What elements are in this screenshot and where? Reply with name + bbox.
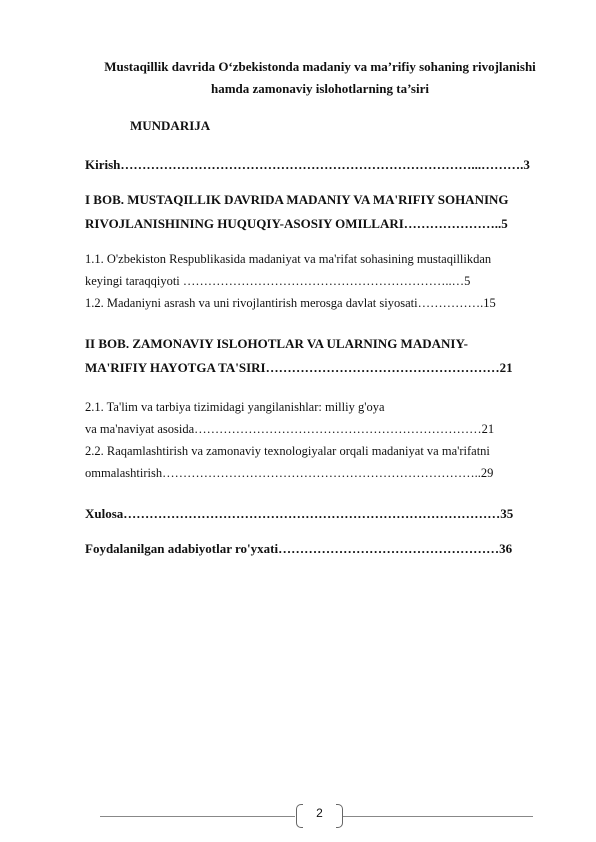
toc-entry-intro: Kirish………………………………………………………………………...……….3: [85, 157, 530, 172]
toc-section-2-1-line2: va ma'naviyat asosida……………………………………………………………21: [85, 422, 495, 436]
document-title-line2: hamda zamonaviy islohotlarning ta’siri: [210, 81, 429, 96]
toc-section-1-1-line1: 1.1. O'zbekiston Respublikasida madaniyat va ma'rifat sohasining mustaqillikdan: [85, 252, 492, 266]
document-title-line1: Mustaqillik davrida O‘zbekistonda madaniy va ma’rifiy sohaning rivojlanishi: [104, 59, 536, 74]
footer-rule-right: [343, 816, 533, 817]
toc-chapter2-line1: II BOB. ZAMONAVIY ISLOHOTLAR VA ULARNING MADANIY-: [85, 336, 468, 351]
page-footer: [0, 800, 596, 830]
toc-section-2-1-line1: 2.1. Ta'lim va tarbiya tizimidagi yangilanishlar: milliy g'oya: [85, 400, 385, 414]
toc-section-2-2-line1: 2.2. Raqamlashtirish va zamonaviy texnologiyalar orqali madaniyat va ma'rifatni: [85, 444, 490, 458]
toc-section-1-1-line2: keyingi taraqqiyoti ………………………………………………………..…5: [85, 274, 471, 288]
footer-bracket-left: [296, 804, 303, 828]
toc-chapter1-line1: I BOB. MUSTAQILLIK DAVRIDA MADANIY VA MA'RIFIY SOHANING: [85, 192, 509, 207]
contents-heading: MUNDARIJA: [130, 118, 211, 133]
toc-entry-conclusion: Xulosa……………………………………………………………………………35: [85, 506, 514, 521]
page-number: 2: [316, 806, 323, 820]
toc-section-1-2: 1.2. Madaniyni asrash va uni rivojlantirish merosga davlat siyosati…………….15: [85, 296, 496, 310]
toc-chapter1-line2: RIVOJLANISHINING HUQUQIY-ASOSIY OMILLARI…………………..5: [85, 216, 508, 231]
footer-bracket-right: [336, 804, 343, 828]
toc-section-2-2-line2: ommalashtirish…………………………………………………………………..29: [85, 466, 494, 480]
footer-rule-left: [100, 816, 295, 817]
toc-entry-references: Foydalanilgan adabiyotlar ro'yxati……………………………………………36: [85, 541, 513, 556]
toc-chapter2-line2: MA'RIFIY HAYOTGA TA'SIRI………………………………………………21: [85, 360, 513, 375]
